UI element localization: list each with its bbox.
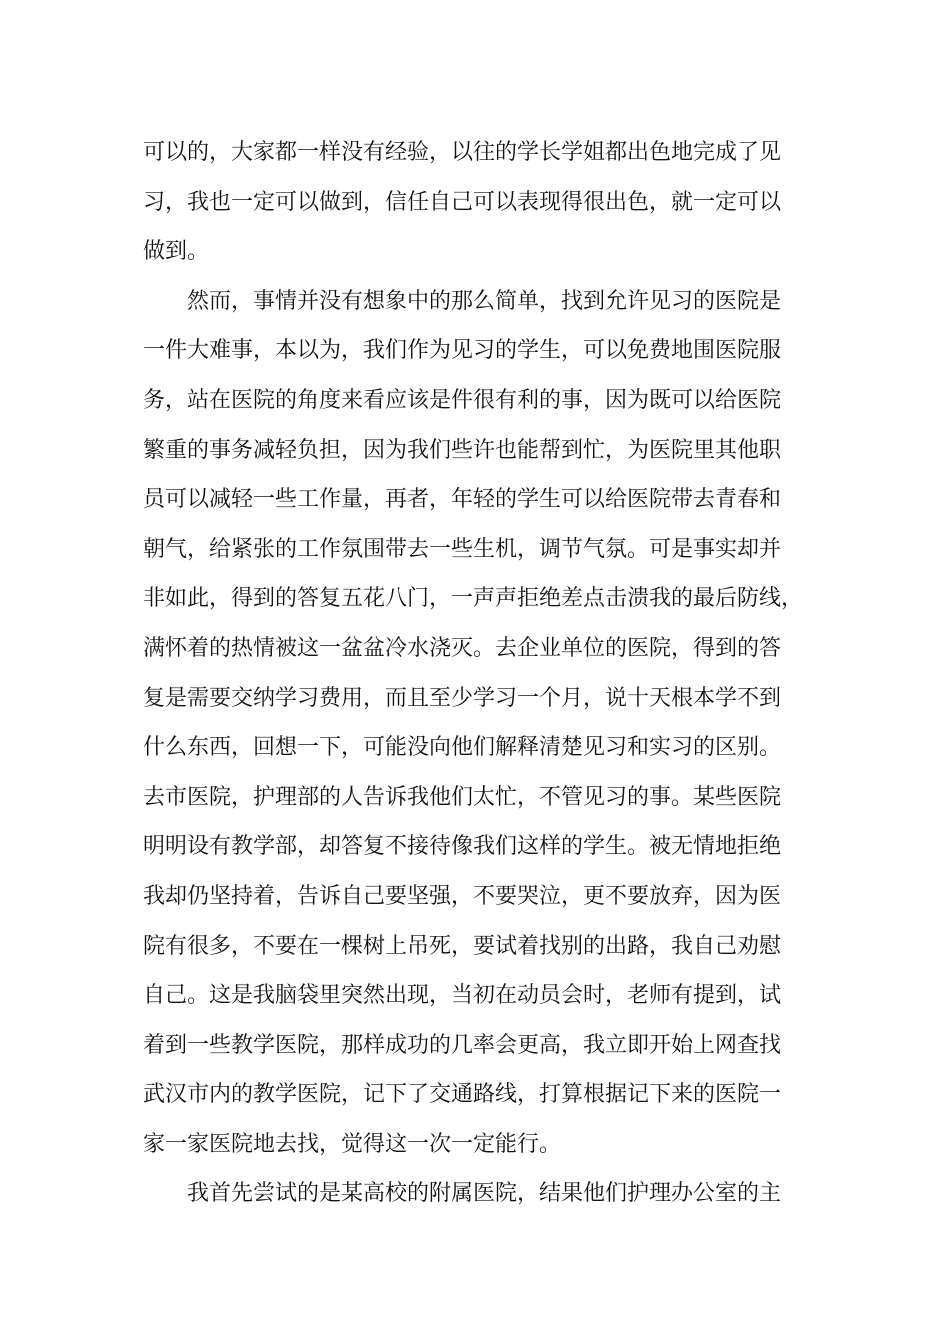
paragraph-start-line: 然而，事情并没有想象中的那么简单，找到允许见习的医院是: [187, 288, 782, 314]
text-line: 着到一些教学医院，那样成功的几率会更高，我立即开始上网查找: [143, 1032, 782, 1058]
text-line: 一件大难事，本以为，我们作为见习的学生，可以免费地围医院服: [143, 338, 782, 364]
text-line: 家一家医院地去找，觉得这一次一定能行。: [143, 1131, 562, 1157]
text-line: 非如此，得到的答复五花八门，一声声拒绝差点击溃我的最后防线，: [143, 586, 804, 612]
text-line: 员可以减轻一些工作量，再者，年轻的学生可以给医院带去青春和: [143, 487, 782, 513]
text-line: 武汉市内的教学医院，记下了交通路线，打算根据记下来的医院一: [143, 1082, 782, 1108]
text-line: 繁重的事务减轻负担，因为我们些许也能帮到忙，为医院里其他职: [143, 437, 782, 463]
text-line: 去市医院，护理部的人告诉我他们太忙，不管见习的事。某些医院: [143, 784, 782, 810]
text-line: 我却仍坚持着，告诉自己要坚强，不要哭泣，更不要放弃，因为医: [143, 883, 782, 909]
text-line: 习，我也一定可以做到，信任自己可以表现得很出色，就一定可以: [143, 189, 782, 215]
text-line: 明明设有教学部，却答复不接待像我们这样的学生。被无情地拒绝: [143, 834, 782, 860]
text-line: 院有很多，不要在一棵树上吊死，要试着找别的出路，我自己劝慰: [143, 933, 782, 959]
text-line: 做到。: [143, 239, 210, 265]
text-line: 可以的，大家都一样没有经验，以往的学长学姐都出色地完成了见: [143, 140, 782, 165]
text-line: 什么东西，回想一下，可能没向他们解释清楚见习和实习的区别。: [143, 735, 782, 761]
text-line: 务，站在医院的角度来看应该是件很有利的事，因为既可以给医院: [143, 387, 782, 413]
text-line: 复是需要交纳学习费用，而且至少学习一个月，说十天根本学不到: [143, 685, 782, 711]
paragraph-start-line: 我首先尝试的是某高校的附属医院，结果他们护理办公室的主: [187, 1181, 782, 1207]
text-line: 朝气，给紧张的工作氛围带去一些生机，调节气氛。可是事实却并: [143, 536, 782, 562]
body-text: [143, 128, 843, 1219]
text-line: 满怀着的热情被这一盆盆冷水浇灭。去企业单位的医院，得到的答: [143, 635, 782, 661]
text-line: 自己。这是我脑袋里突然出现，当初在动员会时，老师有提到，试: [143, 983, 782, 1009]
